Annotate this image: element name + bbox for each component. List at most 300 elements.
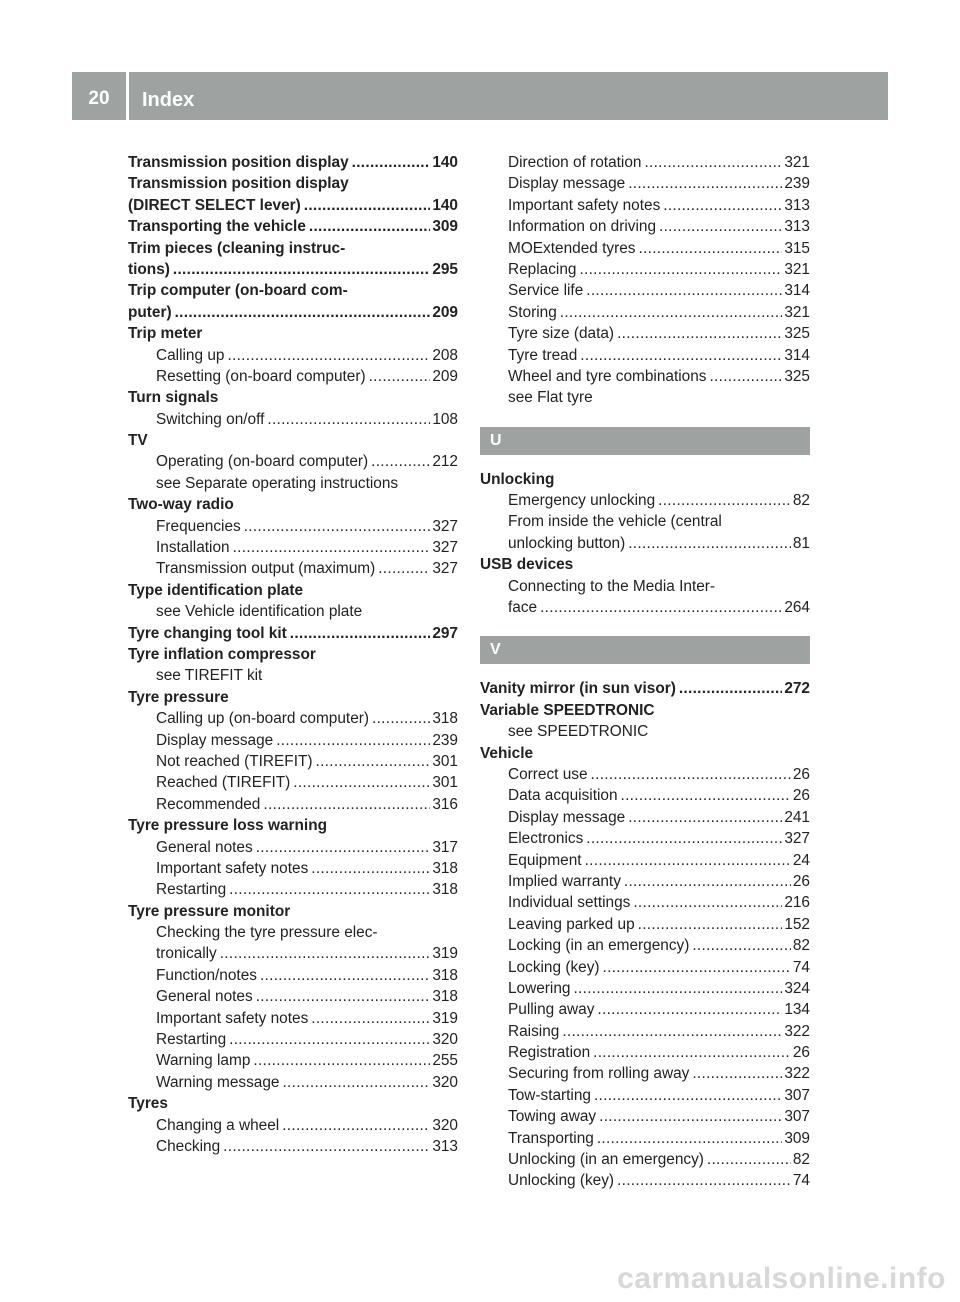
- index-subentry[interactable]: [480, 892, 810, 913]
- entry-text: Tyre tread: [508, 346, 578, 364]
- page-reference[interactable]: 82: [792, 492, 810, 510]
- dot-leader: [256, 837, 431, 858]
- entry-text: Tyres: [128, 1095, 168, 1113]
- entry-text: puter): [128, 303, 172, 321]
- page-reference[interactable]: 74: [792, 1172, 810, 1190]
- entry-text: unlocking button): [508, 534, 626, 552]
- index-subentry: [480, 511, 810, 532]
- page-reference[interactable]: 295: [432, 260, 458, 278]
- page-reference[interactable]: 307: [784, 1108, 810, 1126]
- index-subentry[interactable]: [480, 366, 810, 387]
- dot-leader: [599, 1106, 782, 1127]
- entry-text: see SPEEDTRONIC: [508, 723, 649, 741]
- dot-leader: [560, 302, 783, 323]
- index-subentry[interactable]: [128, 837, 458, 858]
- page-number: 20: [88, 88, 110, 109]
- index-entry[interactable]: [128, 302, 458, 323]
- page-reference[interactable]: 297: [432, 624, 458, 642]
- index-subentry[interactable]: [480, 871, 810, 892]
- page-reference[interactable]: 212: [432, 453, 458, 471]
- page-reference[interactable]: 134: [784, 1001, 810, 1019]
- page-reference[interactable]: 315: [784, 239, 810, 257]
- index-subentry[interactable]: [128, 1115, 458, 1136]
- dot-leader: [220, 943, 431, 964]
- dot-leader: [293, 772, 430, 793]
- index-entry[interactable]: [128, 152, 458, 173]
- dot-leader: [617, 323, 782, 344]
- dot-leader: [638, 238, 782, 259]
- index-subentry[interactable]: [480, 850, 810, 871]
- page-reference[interactable]: 26: [792, 1044, 810, 1062]
- index-subentry[interactable]: [128, 943, 458, 964]
- entry-text: Restarting: [156, 1031, 227, 1049]
- dot-leader: [679, 678, 782, 699]
- index-entry: [128, 580, 458, 601]
- entry-text: Tyre pressure loss warning: [128, 817, 328, 835]
- dot-leader: [597, 999, 782, 1020]
- entry-text: Implied warranty: [508, 872, 621, 890]
- index-subentry[interactable]: [480, 1042, 810, 1063]
- entry-text: Important safety notes: [156, 1009, 309, 1027]
- dot-leader: [282, 1115, 430, 1136]
- index-subentry[interactable]: [128, 537, 458, 558]
- page-reference[interactable]: 320: [432, 1116, 458, 1134]
- entry-text: Unlocking (key): [508, 1172, 615, 1190]
- index-subentry[interactable]: [480, 785, 810, 806]
- index-subentry[interactable]: [480, 807, 810, 828]
- index-column-right: [480, 152, 810, 1192]
- page-reference[interactable]: 241: [784, 808, 810, 826]
- page-reference[interactable]: 152: [784, 915, 810, 933]
- index-entry: [128, 644, 458, 665]
- entry-text: Equipment: [508, 851, 582, 869]
- dot-leader: [628, 533, 791, 554]
- dot-leader: [263, 794, 430, 815]
- index-entry: [128, 430, 458, 451]
- page-reference[interactable]: 74: [792, 958, 810, 976]
- page-reference[interactable]: 318: [432, 966, 458, 984]
- page-reference[interactable]: 318: [432, 881, 458, 899]
- page-reference[interactable]: 209: [432, 367, 458, 385]
- page-reference[interactable]: 307: [784, 1086, 810, 1104]
- entry-text: Two-way radio: [128, 496, 234, 514]
- index-subentry[interactable]: [128, 558, 458, 579]
- entry-text: Locking (in an emergency): [508, 937, 690, 955]
- entry-text: Recommended: [156, 795, 261, 813]
- entry-text: see Flat tyre: [508, 389, 593, 407]
- dot-leader: [659, 216, 782, 237]
- page-reference[interactable]: 327: [432, 517, 458, 535]
- page-reference[interactable]: 301: [432, 752, 458, 770]
- dot-leader: [372, 708, 430, 729]
- dot-leader: [309, 216, 430, 237]
- entry-text: Data acquisition: [508, 787, 618, 805]
- index-subentry[interactable]: [128, 516, 458, 537]
- dot-leader: [692, 1063, 782, 1084]
- page-reference[interactable]: 264: [784, 599, 810, 617]
- index-subentry[interactable]: [480, 1128, 810, 1149]
- entry-text: Pulling away: [508, 1001, 595, 1019]
- dot-leader: [282, 1072, 430, 1093]
- entry-text: Changing a wheel: [156, 1116, 280, 1134]
- index-subentry[interactable]: [128, 1050, 458, 1071]
- page-reference[interactable]: 327: [432, 539, 458, 557]
- entry-text: Checking: [156, 1137, 221, 1155]
- page-reference[interactable]: 82: [792, 1151, 810, 1169]
- entry-text: Connecting to the Media Inter-: [508, 577, 716, 595]
- entry-text: Individual settings: [508, 894, 631, 912]
- entry-text: Installation: [156, 539, 230, 557]
- index-subentry[interactable]: [128, 409, 458, 430]
- index-subentry[interactable]: [128, 451, 458, 472]
- entry-text: face: [508, 599, 538, 617]
- entry-text: Calling up (on-board computer): [156, 710, 370, 728]
- entry-text: Replacing: [508, 260, 577, 278]
- entry-text: USB devices: [480, 556, 574, 574]
- entry-text: Transmission position display: [128, 154, 349, 171]
- entry-text: Wheel and tyre combinations: [508, 367, 707, 385]
- page-reference[interactable]: 309: [432, 218, 458, 236]
- header-divider: [126, 72, 129, 120]
- dot-leader: [369, 366, 431, 387]
- index-subentry[interactable]: [128, 794, 458, 815]
- index-subentry[interactable]: [128, 772, 458, 793]
- page-reference[interactable]: 327: [784, 830, 810, 848]
- index-entry: [128, 815, 458, 836]
- index-subentry[interactable]: [480, 1106, 810, 1127]
- index-subentry[interactable]: [480, 914, 810, 935]
- entry-text: Trip meter: [128, 325, 203, 343]
- index-entry[interactable]: [128, 195, 458, 216]
- entry-text: Unlocking: [480, 470, 555, 488]
- dot-leader: [540, 597, 782, 618]
- page-reference[interactable]: 209: [432, 303, 458, 321]
- entry-text: From inside the vehicle (central: [508, 513, 722, 531]
- entry-text: Function/notes: [156, 966, 257, 984]
- dot-leader: [276, 730, 430, 751]
- index-entry: [480, 469, 810, 490]
- index-subentry[interactable]: [128, 1136, 458, 1157]
- entry-text: Direction of rotation: [508, 154, 642, 171]
- entry-text: Display message: [508, 808, 626, 826]
- index-subentry[interactable]: [128, 366, 458, 387]
- page-reference[interactable]: 140: [432, 154, 458, 171]
- dot-leader: [290, 623, 431, 644]
- entry-text: Not reached (TIREFIT): [156, 752, 313, 770]
- entry-text: Switching on/off: [156, 410, 265, 428]
- dot-leader: [371, 451, 430, 472]
- page-reference[interactable]: 318: [432, 710, 458, 728]
- page-reference[interactable]: 316: [432, 795, 458, 813]
- entry-text: see Separate operating instructions: [156, 474, 399, 492]
- dot-leader: [229, 1029, 430, 1050]
- page-reference[interactable]: 26: [792, 872, 810, 890]
- index-entry[interactable]: [128, 259, 458, 280]
- index-subentry[interactable]: [128, 345, 458, 366]
- index-entry: [480, 700, 810, 721]
- entry-text: Important safety notes: [508, 196, 661, 214]
- index-subentry[interactable]: [480, 238, 810, 259]
- index-entry[interactable]: [128, 216, 458, 237]
- page-reference[interactable]: 324: [784, 979, 810, 997]
- page-reference[interactable]: 309: [784, 1129, 810, 1147]
- page-reference[interactable]: 318: [432, 988, 458, 1006]
- index-subentry[interactable]: [128, 1072, 458, 1093]
- section-title: Index: [142, 89, 195, 111]
- dot-leader: [658, 490, 791, 511]
- page-reference[interactable]: 320: [432, 1031, 458, 1049]
- page-reference[interactable]: 313: [432, 1137, 458, 1155]
- page-reference[interactable]: 325: [784, 367, 810, 385]
- page-reference[interactable]: 321: [784, 260, 810, 278]
- page-reference[interactable]: 216: [784, 894, 810, 912]
- index-subentry[interactable]: [480, 345, 810, 366]
- dot-leader: [244, 516, 431, 537]
- dot-leader: [562, 1021, 782, 1042]
- index-subentry: [128, 665, 458, 686]
- index-subentry[interactable]: [480, 1063, 810, 1084]
- page-reference[interactable]: 272: [784, 680, 810, 698]
- index-subentry[interactable]: [480, 1170, 810, 1191]
- index-entry: [128, 323, 458, 344]
- index-subentry[interactable]: [480, 828, 810, 849]
- dot-leader: [633, 892, 782, 913]
- index-subentry: [128, 922, 458, 943]
- page-reference[interactable]: 327: [432, 560, 458, 578]
- entry-text: Vehicle: [480, 744, 534, 762]
- dot-leader: [638, 914, 783, 935]
- dot-leader: [352, 152, 431, 173]
- entry-text: Turn signals: [128, 389, 219, 407]
- page-reference[interactable]: 82: [792, 937, 810, 955]
- entry-text: Emergency unlocking: [508, 492, 656, 510]
- entry-text: Securing from rolling away: [508, 1065, 690, 1083]
- dot-leader: [603, 957, 791, 978]
- dot-leader: [233, 537, 431, 558]
- index-entry: [128, 387, 458, 408]
- index-entry: [128, 494, 458, 515]
- page-reference[interactable]: 255: [432, 1052, 458, 1070]
- dot-leader: [311, 858, 430, 879]
- index-subentry[interactable]: [480, 935, 810, 956]
- page-reference[interactable]: 239: [784, 175, 810, 193]
- entry-text: Raising: [508, 1022, 560, 1040]
- entry-text: Resetting (on-board computer): [156, 367, 366, 385]
- dot-leader: [173, 259, 430, 280]
- entry-text: Warning lamp: [156, 1052, 251, 1070]
- page-reference[interactable]: 108: [432, 410, 458, 428]
- index-subentry[interactable]: [480, 173, 810, 194]
- dot-leader: [663, 195, 782, 216]
- page-reference[interactable]: 24: [792, 851, 810, 869]
- entry-text: Leaving parked up: [508, 915, 635, 933]
- index-subentry[interactable]: [480, 152, 810, 173]
- entry-text: Storing: [508, 303, 557, 321]
- dot-leader: [586, 280, 782, 301]
- index-subentry[interactable]: [128, 858, 458, 879]
- page-reference[interactable]: 208: [432, 346, 458, 364]
- dot-leader: [267, 409, 430, 430]
- page-reference[interactable]: 314: [784, 282, 810, 300]
- index-subentry[interactable]: [480, 764, 810, 785]
- dot-leader: [628, 807, 782, 828]
- page-reference[interactable]: 318: [432, 859, 458, 877]
- page-reference[interactable]: 313: [784, 218, 810, 236]
- entry-text: Electronics: [508, 830, 584, 848]
- dot-leader: [709, 366, 782, 387]
- index-subentry[interactable]: [480, 1021, 810, 1042]
- page-reference[interactable]: 81: [792, 534, 810, 552]
- entry-text: Tyre pressure: [128, 688, 229, 706]
- entry-text: Service life: [508, 282, 584, 300]
- entry-text: Unlocking (in an emergency): [508, 1151, 704, 1169]
- entry-text: Display message: [508, 175, 626, 193]
- entry-text: Trim pieces (cleaning instruc-: [128, 239, 346, 257]
- entry-text: Calling up: [156, 346, 225, 364]
- page-reference[interactable]: 321: [784, 154, 810, 171]
- page-reference[interactable]: 321: [784, 303, 810, 321]
- section-letter-u: U: [480, 427, 810, 455]
- index-subentry[interactable]: [480, 999, 810, 1020]
- page-reference[interactable]: 325: [784, 325, 810, 343]
- dot-leader: [586, 828, 782, 849]
- index-subentry[interactable]: [480, 533, 810, 554]
- dot-leader: [304, 195, 431, 216]
- dot-leader: [597, 1128, 782, 1149]
- index-subentry[interactable]: [480, 195, 810, 216]
- entry-text: Vanity mirror (in sun visor): [480, 680, 676, 698]
- index-subentry: [480, 387, 810, 408]
- index-subentry[interactable]: [128, 965, 458, 986]
- dot-leader: [260, 965, 430, 986]
- entry-text: Lowering: [508, 979, 571, 997]
- page-reference[interactable]: 322: [784, 1022, 810, 1040]
- page-reference[interactable]: 26: [792, 787, 810, 805]
- index-column-left: [128, 152, 458, 1157]
- index-entry: [128, 901, 458, 922]
- index-subentry[interactable]: [480, 302, 810, 323]
- entry-text: Tyre pressure monitor: [128, 902, 291, 920]
- dot-leader: [644, 152, 782, 173]
- page-reference[interactable]: 313: [784, 196, 810, 214]
- dot-leader: [594, 1085, 782, 1106]
- index-entry: [128, 687, 458, 708]
- entry-text: Tyre inflation compressor: [128, 645, 316, 663]
- index-subentry[interactable]: [480, 490, 810, 511]
- index-subentry[interactable]: [128, 730, 458, 751]
- entry-text: Tow-starting: [508, 1086, 591, 1104]
- entry-text: Transmission position display: [128, 175, 349, 193]
- section-letter-v: V: [480, 636, 810, 664]
- page-header: [72, 72, 888, 120]
- index-subentry[interactable]: [128, 879, 458, 900]
- page-reference[interactable]: 322: [784, 1065, 810, 1083]
- entry-text: Trip computer (on-board com-: [128, 282, 348, 300]
- page-reference[interactable]: 320: [432, 1073, 458, 1091]
- index-entry: [128, 238, 458, 259]
- index-subentry[interactable]: [128, 986, 458, 1007]
- entry-text: Registration: [508, 1044, 591, 1062]
- dot-leader: [311, 1008, 430, 1029]
- dot-leader: [580, 345, 782, 366]
- dot-leader: [593, 1042, 791, 1063]
- index-subentry[interactable]: [480, 280, 810, 301]
- index-subentry[interactable]: [480, 957, 810, 978]
- entry-text: Information on driving: [508, 218, 656, 236]
- entry-text: Type identification plate: [128, 581, 304, 599]
- entry-text: (DIRECT SELECT lever): [128, 196, 301, 214]
- index-entry: [128, 280, 458, 301]
- dot-leader: [617, 1170, 791, 1191]
- entry-text: Restarting: [156, 881, 227, 899]
- page-reference[interactable]: 314: [784, 346, 810, 364]
- dot-leader: [316, 751, 431, 772]
- index-subentry[interactable]: [480, 259, 810, 280]
- entry-text: tronically: [156, 945, 217, 963]
- index-subentry[interactable]: [128, 1029, 458, 1050]
- index-subentry[interactable]: [128, 1008, 458, 1029]
- dot-leader: [229, 879, 430, 900]
- entry-text: see Vehicle identification plate: [156, 603, 363, 621]
- entry-text: Reached (TIREFIT): [156, 774, 291, 792]
- index-subentry[interactable]: [480, 323, 810, 344]
- entry-text: Correct use: [508, 765, 588, 783]
- page-reference[interactable]: 301: [432, 774, 458, 792]
- dot-leader: [579, 259, 782, 280]
- entry-text: Frequencies: [156, 517, 241, 535]
- entry-text: see TIREFIT kit: [156, 667, 263, 685]
- entry-text: Important safety notes: [156, 859, 309, 877]
- entry-text: General notes: [156, 838, 253, 856]
- dot-leader: [227, 345, 430, 366]
- index-subentry[interactable]: [480, 216, 810, 237]
- index-subentry[interactable]: [480, 1149, 810, 1170]
- page-reference[interactable]: 319: [432, 1009, 458, 1027]
- index-entry[interactable]: [128, 623, 458, 644]
- page-reference[interactable]: 319: [432, 945, 458, 963]
- dot-leader: [378, 558, 430, 579]
- dot-leader: [692, 935, 791, 956]
- entry-text: Checking the tyre pressure elec-: [156, 924, 378, 942]
- index-subentry[interactable]: [128, 708, 458, 729]
- dot-leader: [591, 764, 791, 785]
- dot-leader: [621, 785, 791, 806]
- index-subentry[interactable]: [128, 751, 458, 772]
- page-reference[interactable]: 239: [432, 731, 458, 749]
- page-reference[interactable]: 140: [432, 196, 458, 214]
- entry-text: Towing away: [508, 1108, 597, 1126]
- page-reference[interactable]: 317: [432, 838, 458, 856]
- dot-leader: [256, 986, 431, 1007]
- page-reference[interactable]: 26: [792, 765, 810, 783]
- index-subentry: [128, 601, 458, 622]
- index-subentry[interactable]: [480, 1085, 810, 1106]
- entry-text: Operating (on-board computer): [156, 453, 369, 471]
- index-subentry: [480, 576, 810, 597]
- entry-text: Tyre size (data): [508, 325, 615, 343]
- dot-leader: [223, 1136, 430, 1157]
- entry-text: tions): [128, 260, 170, 278]
- index-entry: [480, 554, 810, 575]
- entry-text: Warning message: [156, 1073, 280, 1091]
- index-subentry[interactable]: [480, 597, 810, 618]
- entry-text: MOExtended tyres: [508, 239, 636, 257]
- watermark: carmanualsonline.info: [617, 1262, 946, 1295]
- index-entry[interactable]: [480, 678, 810, 699]
- entry-text: Display message: [156, 731, 274, 749]
- index-subentry[interactable]: [480, 978, 810, 999]
- entry-text: TV: [128, 432, 148, 450]
